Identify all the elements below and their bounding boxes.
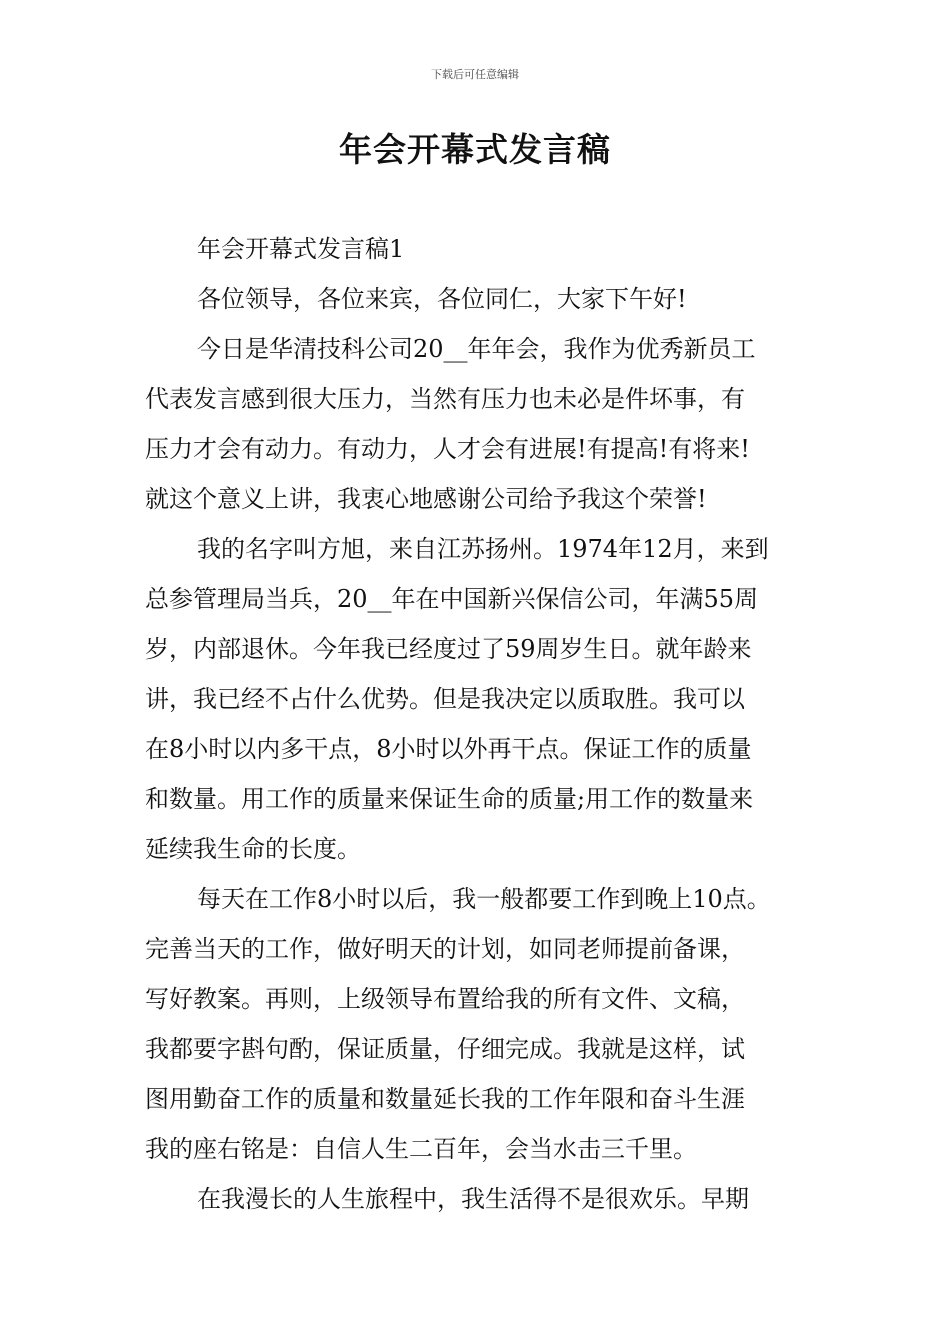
body-line: 今日是华清技科公司20__年年会，我作为优秀新员工 xyxy=(197,335,756,363)
body-line: 总参管理局当兵，20__年在中国新兴保信公司，年满55周 xyxy=(145,585,759,613)
body-line: 图用勤奋工作的质量和数量延长我的工作年限和奋斗生涯 xyxy=(145,1085,745,1113)
body-line: 我都要字斟句酌，保证质量，仔细完成。我就是这样，试 xyxy=(145,1035,745,1063)
body-line: 我的名字叫方旭，来自江苏扬州。1974年12月，来到 xyxy=(197,535,769,563)
body-line: 每天在工作8小时以后，我一般都要工作到晚上10点。 xyxy=(197,885,771,913)
body-line: 就这个意义上讲，我衷心地感谢公司给予我这个荣誉! xyxy=(145,485,707,513)
document-body xyxy=(145,224,825,1224)
body-line: 写好教案。再则，上级领导布置给我的所有文件、文稿， xyxy=(145,985,745,1013)
body-line: 我的座右铭是：自信人生二百年，会当水击三千里。 xyxy=(145,1135,697,1163)
body-line: 和数量。用工作的质量来保证生命的质量;用工作的数量来 xyxy=(145,785,754,813)
body-line: 延续我生命的长度。 xyxy=(145,835,361,863)
body-line: 年会开幕式发言稿1 xyxy=(197,235,405,263)
body-line: 完善当天的工作，做好明天的计划，如同老师提前备课， xyxy=(145,935,745,963)
body-line: 压力才会有动力。有动力，人才会有进展!有提高!有将来! xyxy=(145,435,750,463)
body-line: 在8小时以内多干点，8小时以外再干点。保证工作的质量 xyxy=(145,735,752,763)
body-line: 在我漫长的人生旅程中，我生活得不是很欢乐。早期 xyxy=(197,1185,749,1213)
body-line: 各位领导，各位来宾，各位同仁，大家下午好! xyxy=(197,285,687,313)
header-note: 下载后可任意编辑 xyxy=(431,68,519,81)
document-title: 年会开幕式发言稿 xyxy=(339,130,611,169)
body-line: 岁，内部退休。今年我已经度过了59周岁生日。就年龄来 xyxy=(145,635,752,663)
body-line: 代表发言感到很大压力，当然有压力也未必是件坏事，有 xyxy=(145,385,745,413)
body-line: 讲，我已经不占什么优势。但是我决定以质取胜。我可以 xyxy=(145,685,745,713)
